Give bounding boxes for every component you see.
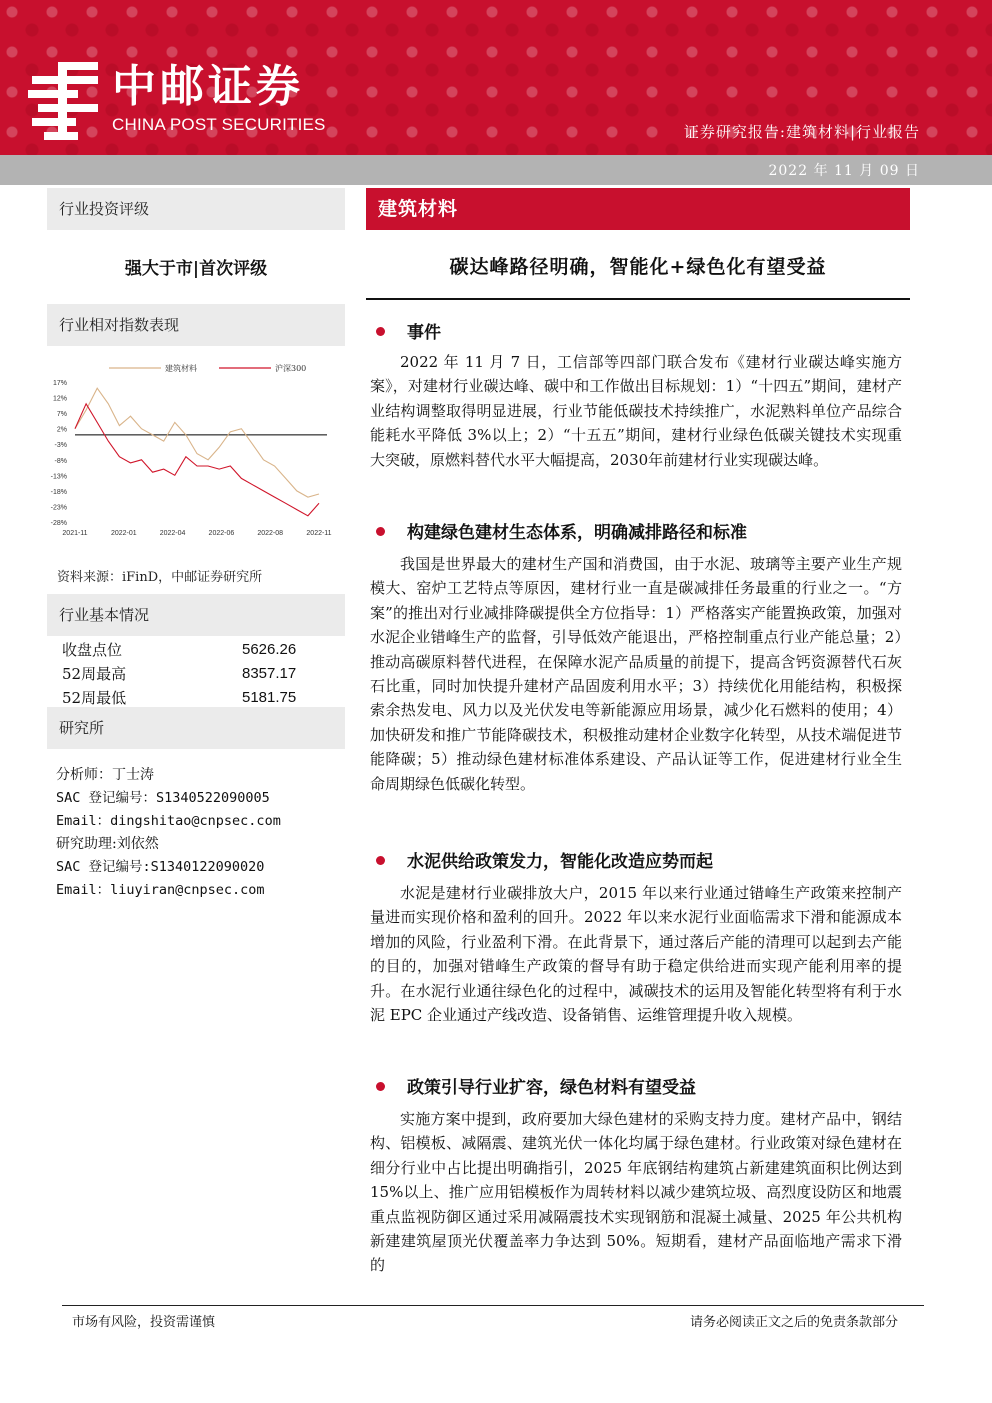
footer-divider [62, 1305, 924, 1306]
stat-value: 5626.26 [242, 641, 297, 658]
section-heading [376, 847, 713, 872]
series-line [75, 404, 319, 516]
basic-stats [62, 638, 312, 710]
stat-row [62, 662, 312, 686]
section-body: 实施方案中提到，政府要加大绿色建材的采购支持力度。建材产品中，钢结构、铝模板、减隔震、建筑光伏一体化均属于绿色建材。行业政策对绿色建材在细分行业中占比提出明确指引，2025 年底钢结构建筑占新建建筑面积比例达到 15%以上、推广应用铝模板作为周转材料以减少建筑垃圾、高烈度设防区和地震重点监视防御区通过采用减隔震技术实现钢筋和混凝土减量、2025 年公共机构新建建筑屋顶光伏覆盖率力争达到 50%。短期看，建材产品面临地产需求下滑的 [370, 1110, 902, 1275]
legend-label: 建筑材料 [165, 364, 197, 373]
analyst-name: 分析师：丁士涛 [56, 767, 154, 783]
institute-header: 研究所 [47, 707, 345, 749]
stat-value: 5181.75 [242, 689, 297, 706]
chart-svg [47, 350, 345, 550]
x-tick-label: 2022-08 [257, 530, 284, 537]
risk-warning: 市场有风险，投资需谨慎 [72, 1315, 216, 1330]
y-tick-label: 2% [56, 426, 67, 434]
basic-info-header: 行业基本情况 [47, 594, 345, 636]
bullet-icon [376, 1082, 385, 1091]
section-heading [376, 318, 441, 343]
section-heading [376, 1073, 696, 1098]
legend-label: 沪深300 [275, 364, 307, 373]
analyst-email[interactable]: Email：dingshitao@cnpsec.com [56, 813, 281, 829]
section-body: 水泥是建材行业碳排放大户，2015 年以来行业通过错峰生产政策来控制产量进而实现价格和盈利的回升。2022 年以来水泥行业面临需求下滑和能源成本增加的风险，行业盈利下滑。在此背景下，通过落后产能的清理可以起到去产能的目的，加强对错峰生产政策的督导有助于稳定供给进而实现产能利用率的提升。在水泥行业通往绿色化的过程中，减碳技术的运用及智能化转型将有利于水泥 EPC 企业通过产线改造、设备销售、运维管理提升收入规模。 [370, 884, 902, 1025]
disclaimer-note: 请务必阅读正文之后的免责条款部分 [689, 1315, 898, 1330]
bullet-icon [376, 856, 385, 865]
stat-value: 8357.17 [242, 665, 297, 682]
analyst-sac: SAC 登记编号：S1340522090005 [56, 790, 270, 806]
chart-source: 资料来源：iFinD，中邮证券研究所 [57, 570, 263, 585]
brand-name-en: CHINA POST SECURITIES [112, 115, 326, 134]
y-tick-label: -8% [54, 457, 67, 465]
assistant-name: 研究助理:刘依然 [56, 836, 159, 852]
stat-label: 52周最高 [62, 665, 127, 683]
y-tick-label: -28% [50, 520, 67, 527]
y-tick-label: -18% [50, 488, 67, 496]
stat-row [62, 638, 312, 662]
china-post-logo-icon [28, 62, 102, 140]
series-line [75, 388, 319, 497]
report-date: 2022 年 11 月 09 日 [768, 163, 920, 179]
x-tick-label: 2022-01 [110, 530, 137, 537]
x-tick-label: 2021-11 [62, 530, 88, 537]
title-divider [366, 298, 910, 300]
stat-label: 收盘点位 [62, 641, 123, 659]
y-tick-label: 17% [52, 380, 67, 387]
analyst-info [56, 764, 281, 902]
assistant-email[interactable]: Email：liuyiran@cnpsec.com [56, 882, 265, 898]
y-tick-label: -23% [50, 504, 67, 512]
section-heading [376, 518, 747, 543]
x-tick-label: 2022-06 [208, 530, 235, 537]
section-heading-text: 水泥供给政策发力，智能化改造应势而起 [407, 852, 713, 872]
y-tick-label: -13% [50, 473, 67, 481]
investment-rating: 强大于市|首次评级 [124, 259, 268, 279]
rating-header: 行业投资评级 [47, 188, 345, 230]
section-heading-text: 政策引导行业扩容，绿色材料有望受益 [407, 1078, 696, 1098]
bullet-icon [376, 527, 385, 536]
section-heading-text: 构建绿色建材生态体系，明确减排路径和标准 [407, 523, 747, 543]
stat-label: 52周最低 [62, 689, 127, 707]
relative-performance-chart [47, 350, 345, 550]
industry-bar: 建筑材料 [366, 188, 910, 230]
x-tick-label: 2022-04 [159, 530, 186, 537]
section-heading-text: 事件 [407, 323, 441, 343]
brand-name-cn: 中邮证券 [112, 61, 304, 112]
report-title: 碳达峰路径明确，智能化+绿色化有望受益 [449, 256, 827, 278]
section-body: 我国是世界最大的建材生产国和消费国，由于水泥、玻璃等主要产业生产规模大、窑炉工艺特点等原因，建材行业一直是碳减排任务最重的行业之一。“方案”的推出对行业减排降碳提供全方位指导：1）严格落实产能置换政策，加强对水泥企业错峰生产的监督，引导低效产能退出，严格控制重点行业产能总量；2）推动高碳原料替代进程，在保障水泥产品质量的前提下，提高含钙资源替代石灰石比重，同时加快提升建材产品固废利用水平；3）持续优化用能结构，积极探索余热发电、风力以及光伏发电等新能源应用场景，减少化石燃料的使用；4）加快研发和推广节能降碳技术，积极推动建材企业数字化转型，从技术端促进节能降碳；5）推动绿色建材标准体系建设、产品认证等工作，促进建材行业全生命周期绿色低碳化转型。 [370, 555, 902, 793]
report-type: 证券研究报告:建筑材料|行业报告 [683, 123, 920, 141]
y-tick-label: 7% [56, 411, 67, 419]
bullet-icon [376, 327, 385, 336]
y-tick-label: 12% [52, 395, 67, 403]
x-tick-label: 2022-11 [306, 530, 332, 537]
section-body: 2022 年 11 月 7 日，工信部等四部门联合发布《建材行业碳达峰实施方案》，对建材行业碳达峰、碳中和工作做出目标规划：1）“十四五”期间，建材产业结构调整取得明显进展，行业节能低碳技术持续推广，水泥熟料单位产品综合能耗水平降低 3%以上；2）“十五五”期间，建材行业绿色低碳关键技术实现重大突破，原燃料替代水平大幅提高，2030年前建材行业实现碳达峰。 [370, 353, 902, 469]
y-tick-label: -3% [54, 442, 67, 450]
assistant-sac: SAC 登记编号:S1340122090020 [56, 859, 265, 875]
performance-header: 行业相对指数表现 [47, 304, 345, 346]
